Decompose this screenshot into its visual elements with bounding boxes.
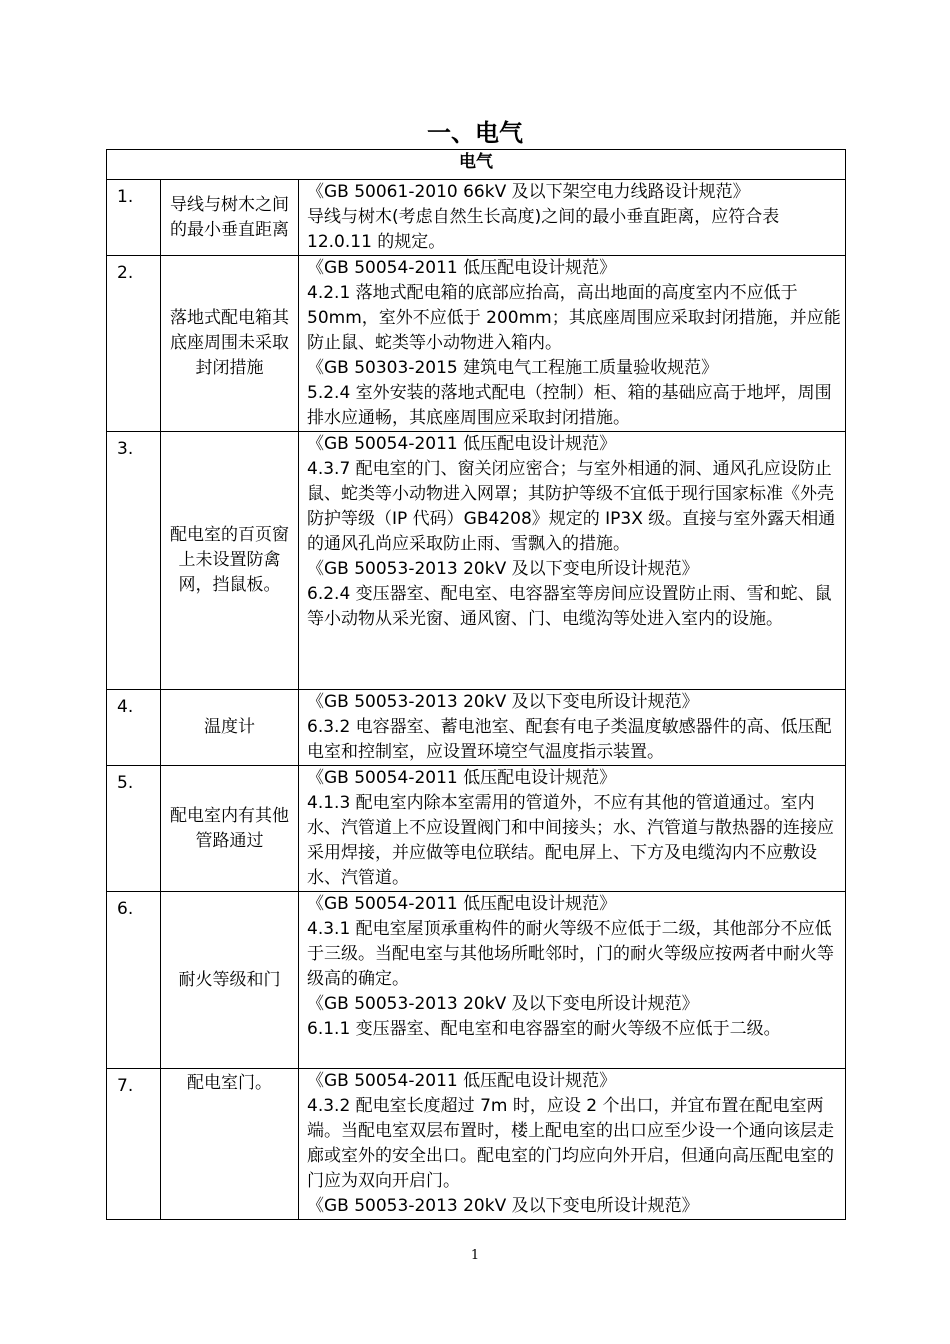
table-row bbox=[107, 180, 846, 256]
table-row bbox=[107, 766, 846, 892]
row-item: 温度计 bbox=[161, 690, 299, 766]
row-number: 5. bbox=[107, 766, 161, 892]
table-header: 电气 bbox=[107, 150, 846, 180]
row-number: 4. bbox=[107, 690, 161, 766]
clause-text: 4.3.1 配电室屋顶承重构件的耐火等级不应低于二级，其他部分不应低于三级。当配电室与其他场所毗邻时，门的耐火等级应按两者中耐火等级高的确定。 bbox=[307, 919, 834, 989]
clause-text: 4.1.3 配电室内除本室需用的管道外，不应有其他的管道通过。室内水、汽管道上不应设置阀门和中间接头；水、汽管道与散热器的连接应采用焊接，并应做等电位联结。配电屏上、下方及电缆沟内不应敷设水、汽管道。 bbox=[307, 793, 834, 888]
clause-text: 6.1.1 变压器室、配电室和电容器室的耐火等级不应低于二级。 bbox=[307, 1019, 781, 1039]
clause-text: 4.2.1 落地式配电箱的底部应抬高，高出地面的高度室内不应低于 50mm，室外不应低于 200mm；其底座周围应采取封闭措施，并应能防止鼠、蛇类等小动物进入箱内。 bbox=[307, 283, 841, 353]
row-item: 配电室内有其他管路通过 bbox=[161, 766, 299, 892]
clause-text: 4.3.7 配电室的门、窗关闭应密合；与室外相通的洞、通风孔应设防止鼠、蛇类等小动物进入网罩；其防护等级不宜低于现行国家标准《外壳防护等级（IP 代码）GB4208》规定的 IP3X 级。直接与室外露天相通的通风孔尚应采取防止雨、雪飘入的措施。 bbox=[307, 459, 836, 554]
clause-text: 4.3.2 配电室长度超过 7m 时，应设 2 个出口，并宜布置在配电室两端。当配电室双层布置时，楼上配电室的出口应至少设一个通向该层走廊或室外的安全出口。配电室的门均应向外开启，但通向高压配电室的门应为双向开启门。 bbox=[307, 1096, 834, 1191]
page-number: 1 bbox=[470, 1248, 480, 1263]
table-header-row bbox=[107, 150, 846, 180]
page-title: 一、电气 bbox=[427, 119, 523, 147]
standard-reference: 《GB 50054-2011 低压配电设计规范》 bbox=[307, 434, 617, 454]
clause-text: 导线与树木(考虑自然生长高度)之间的最小垂直距离，应符合表 12.0.11 的规定。 bbox=[307, 207, 780, 252]
standard-reference: 《GB 50053-2013 20kV 及以下变电所设计规范》 bbox=[307, 559, 699, 579]
standard-reference: 《GB 50054-2011 低压配电设计规范》 bbox=[307, 894, 617, 914]
row-content bbox=[299, 892, 846, 1069]
row-item: 配电室的百页窗上未设置防禽网，挡鼠板。 bbox=[161, 432, 299, 690]
row-content bbox=[299, 766, 846, 892]
table-row bbox=[107, 690, 846, 766]
row-content bbox=[299, 690, 846, 766]
row-content bbox=[299, 180, 846, 256]
table-row bbox=[107, 432, 846, 690]
row-number: 1. bbox=[107, 180, 161, 256]
row-item: 配电室门。 bbox=[161, 1069, 299, 1220]
standard-reference: 《GB 50053-2013 20kV 及以下变电所设计规范》 bbox=[307, 994, 699, 1014]
standard-reference: 《GB 50061-2010 66kV 及以下架空电力线路设计规范》 bbox=[307, 182, 750, 202]
row-number: 6. bbox=[107, 892, 161, 1069]
table-row bbox=[107, 892, 846, 1069]
standard-reference: 《GB 50054-2011 低压配电设计规范》 bbox=[307, 768, 617, 788]
standard-reference: 《GB 50053-2013 20kV 及以下变电所设计规范》 bbox=[307, 692, 699, 712]
standard-reference: 《GB 50053-2013 20kV 及以下变电所设计规范》 bbox=[307, 1196, 699, 1216]
row-content bbox=[299, 432, 846, 690]
row-number: 3. bbox=[107, 432, 161, 690]
standard-reference: 《GB 50054-2011 低压配电设计规范》 bbox=[307, 258, 617, 278]
row-item: 导线与树木之间的最小垂直距离 bbox=[161, 180, 299, 256]
table-row bbox=[107, 1069, 846, 1220]
standard-reference: 《GB 50303-2015 建筑电气工程施工质量验收规范》 bbox=[307, 358, 719, 378]
table-row bbox=[107, 256, 846, 432]
row-number: 7. bbox=[107, 1069, 161, 1220]
row-item: 耐火等级和门 bbox=[161, 892, 299, 1069]
row-item: 落地式配电箱其底座周围未采取封闭措施 bbox=[161, 256, 299, 432]
clause-text: 6.2.4 变压器室、配电室、电容器室等房间应设置防止雨、雪和蛇、鼠等小动物从采光窗、通风窗、门、电缆沟等处进入室内的设施。 bbox=[307, 584, 832, 629]
row-number: 2. bbox=[107, 256, 161, 432]
clause-text: 6.3.2 电容器室、蓄电池室、配套有电子类温度敏感器件的高、低压配电室和控制室，应设置环境空气温度指示装置。 bbox=[307, 717, 832, 762]
row-content bbox=[299, 256, 846, 432]
regulation-table bbox=[106, 149, 846, 1220]
standard-reference: 《GB 50054-2011 低压配电设计规范》 bbox=[307, 1071, 617, 1091]
row-content bbox=[299, 1069, 846, 1220]
clause-text: 5.2.4 室外安装的落地式配电（控制）柜、箱的基础应高于地坪，周围排水应通畅，其底座周围应采取封闭措施。 bbox=[307, 383, 832, 428]
